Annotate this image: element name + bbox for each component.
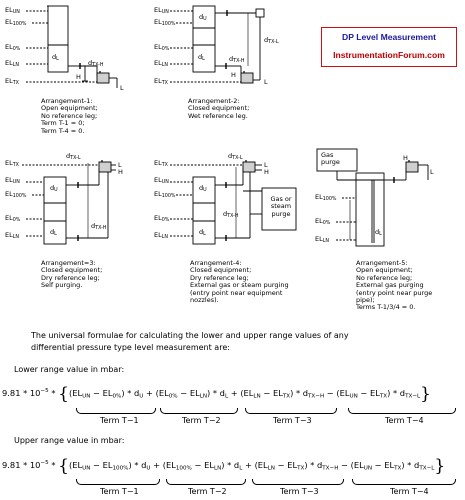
dl-label: $d_L$: [199, 228, 206, 237]
lower-range-formula: $9.81 * 10^{-5} * \{(EL_{UN} - EL_{0\%}) * d_U + (EL_{0\%} - EL_{LN}) * d_L + (EL_{LN} - EL_{TX}) * d_{TX-H} - (EL_{UN} - EL_{TX}) * d_{TX-L}\}$: [2, 384, 431, 404]
el-tx-label: $EL_{TX}$: [5, 77, 19, 86]
el-un-label: $EL_{UN}$: [5, 176, 20, 185]
h-port-label: H: [76, 73, 81, 81]
el-un-label: $EL_{UN}$: [5, 6, 20, 15]
h-port-label: H: [403, 154, 408, 162]
term-1-bracket: [76, 479, 160, 485]
dl-label: $d_L$: [50, 228, 57, 237]
dtxh-label: $d_{TX-H}$: [91, 222, 107, 231]
term-4-label: Term T−4: [390, 487, 429, 496]
el-ln-label: $EL_{LN}$: [154, 59, 168, 68]
term-2-label: Term T−2: [188, 487, 227, 496]
term-2-bracket: [166, 479, 246, 485]
dtxh-label: $d_{TX-H}$: [88, 59, 104, 68]
el-100-label: $EL_{100\%}$: [154, 190, 176, 199]
l-port-label: L: [118, 161, 122, 169]
el-tx-label: $EL_{TX}$: [5, 159, 19, 168]
term-1-bracket: [76, 408, 156, 414]
el-un-label: $EL_{UN}$: [154, 176, 169, 185]
term-3-label: Term T−3: [280, 487, 319, 496]
term-3-bracket: [245, 408, 337, 414]
du-label: $d_U$: [199, 13, 207, 22]
h-port-label: H: [231, 71, 236, 79]
term-4-label: Term T−4: [385, 416, 424, 425]
el-100-label: $EL_{100\%}$: [154, 18, 176, 27]
el-tx-label: $EL_{TX}$: [154, 159, 168, 168]
el-0-label: $EL_{0\%}$: [315, 217, 331, 226]
term-2-label: Term T−2: [182, 416, 221, 425]
upper-range-formula: $9.81 * 10^{-5} * \{(EL_{UN} - EL_{100\%}) * d_U + (EL_{100\%} - EL_{LN}) * d_L + (EL_{LN} - EL_{TX}) * d_{TX-H} - (EL_{UN} - EL_{TX}) * d_{TX-L}\}$: [2, 456, 446, 476]
title-heading: DP Level Measurement: [342, 32, 436, 42]
h-port-label: H: [118, 168, 123, 176]
el-0-label: $EL_{0\%}$: [5, 214, 21, 223]
el-un-label: $EL_{UN}$: [154, 6, 169, 15]
upper-range-heading: Upper range value in mbar:: [14, 436, 125, 445]
el-ln-label: $EL_{LN}$: [315, 235, 329, 244]
dtxh-label: $d_{TX-H}$: [223, 210, 239, 219]
dtxh-label: $d_{TX-H}$: [229, 55, 245, 64]
el-0-label: $EL_{0\%}$: [5, 43, 21, 52]
purge-box-label: Gas or steam purge: [270, 195, 292, 218]
el-100-label: $EL_{100\%}$: [315, 193, 337, 202]
term-2-bracket: [160, 408, 238, 414]
title-box: [321, 27, 457, 67]
du-label: $d_U$: [50, 184, 58, 193]
l-port-label: L: [264, 78, 268, 86]
arrangement-4-caption: Arrangement-4: Closed equipment; Dry reference leg; External gas or steam purging (entry point near equipment nozzles).: [190, 259, 289, 305]
el-ln-label: $EL_{LN}$: [5, 59, 19, 68]
arrangement-1-caption: Arrangement-1: Open equipment; No reference leg; Term T-1 = 0; Term T-4 = 0.: [41, 97, 98, 135]
el-100-label: $EL_{100\%}$: [5, 18, 27, 27]
el-tx-label: $EL_{TX}$: [154, 77, 168, 86]
arrangement-2-drawing: [170, 6, 264, 83]
du-label: $d_U$: [199, 184, 207, 193]
arrangement-3-caption: Arrangement=3: Closed equipment; Dry reference leg; Self purging.: [41, 259, 103, 290]
el-ln-label: $EL_{LN}$: [154, 231, 168, 240]
l-port-label: L: [430, 168, 434, 176]
h-port-label: H: [264, 168, 269, 176]
term-3-bracket: [252, 479, 344, 485]
arrangement-1-drawing: [26, 6, 117, 88]
el-ln-label: $EL_{LN}$: [5, 231, 19, 240]
dl-label: $d_L$: [198, 53, 205, 62]
l-port-label: L: [264, 161, 268, 169]
el-100-label: $EL_{100\%}$: [5, 190, 27, 199]
dtxl-label: $d_{TX-L}$: [66, 152, 81, 161]
arrangement-2-caption: Arrangement-2: Closed equipment; Wet reference leg.: [188, 97, 250, 120]
dl-label: $d_L$: [52, 53, 59, 62]
site-name: InstrumentationForum.com: [333, 50, 445, 60]
formula-intro: The universal formulae for calculating the lower and upper range values of any differential pressure type level measurement are:: [31, 331, 349, 352]
term-1-label: Term T−1: [100, 416, 139, 425]
lower-range-heading: Lower range value in mbar:: [14, 365, 125, 374]
gas-purge-label: Gas purge: [321, 151, 340, 167]
term-1-label: Term T−1: [100, 487, 139, 496]
term-4-bracket: [352, 479, 456, 485]
arrangement-5-caption: Arrangement-5: Open equipment; No reference leg; External gas purging (entry point near purge pipe); Terms T-1/3/4 = 0.: [356, 259, 433, 312]
el-0-label: $EL_{0\%}$: [154, 43, 170, 52]
dtxl-label: $d_{TX-L}$: [264, 36, 279, 45]
l-port-label: L: [120, 84, 124, 92]
dtxl-label: $d_{TX-L}$: [228, 152, 243, 161]
term-4-bracket: [348, 408, 456, 414]
el-0-label: $EL_{0\%}$: [154, 214, 170, 223]
term-3-label: Term T−3: [273, 416, 312, 425]
dl-label: $d_L$: [375, 228, 382, 237]
